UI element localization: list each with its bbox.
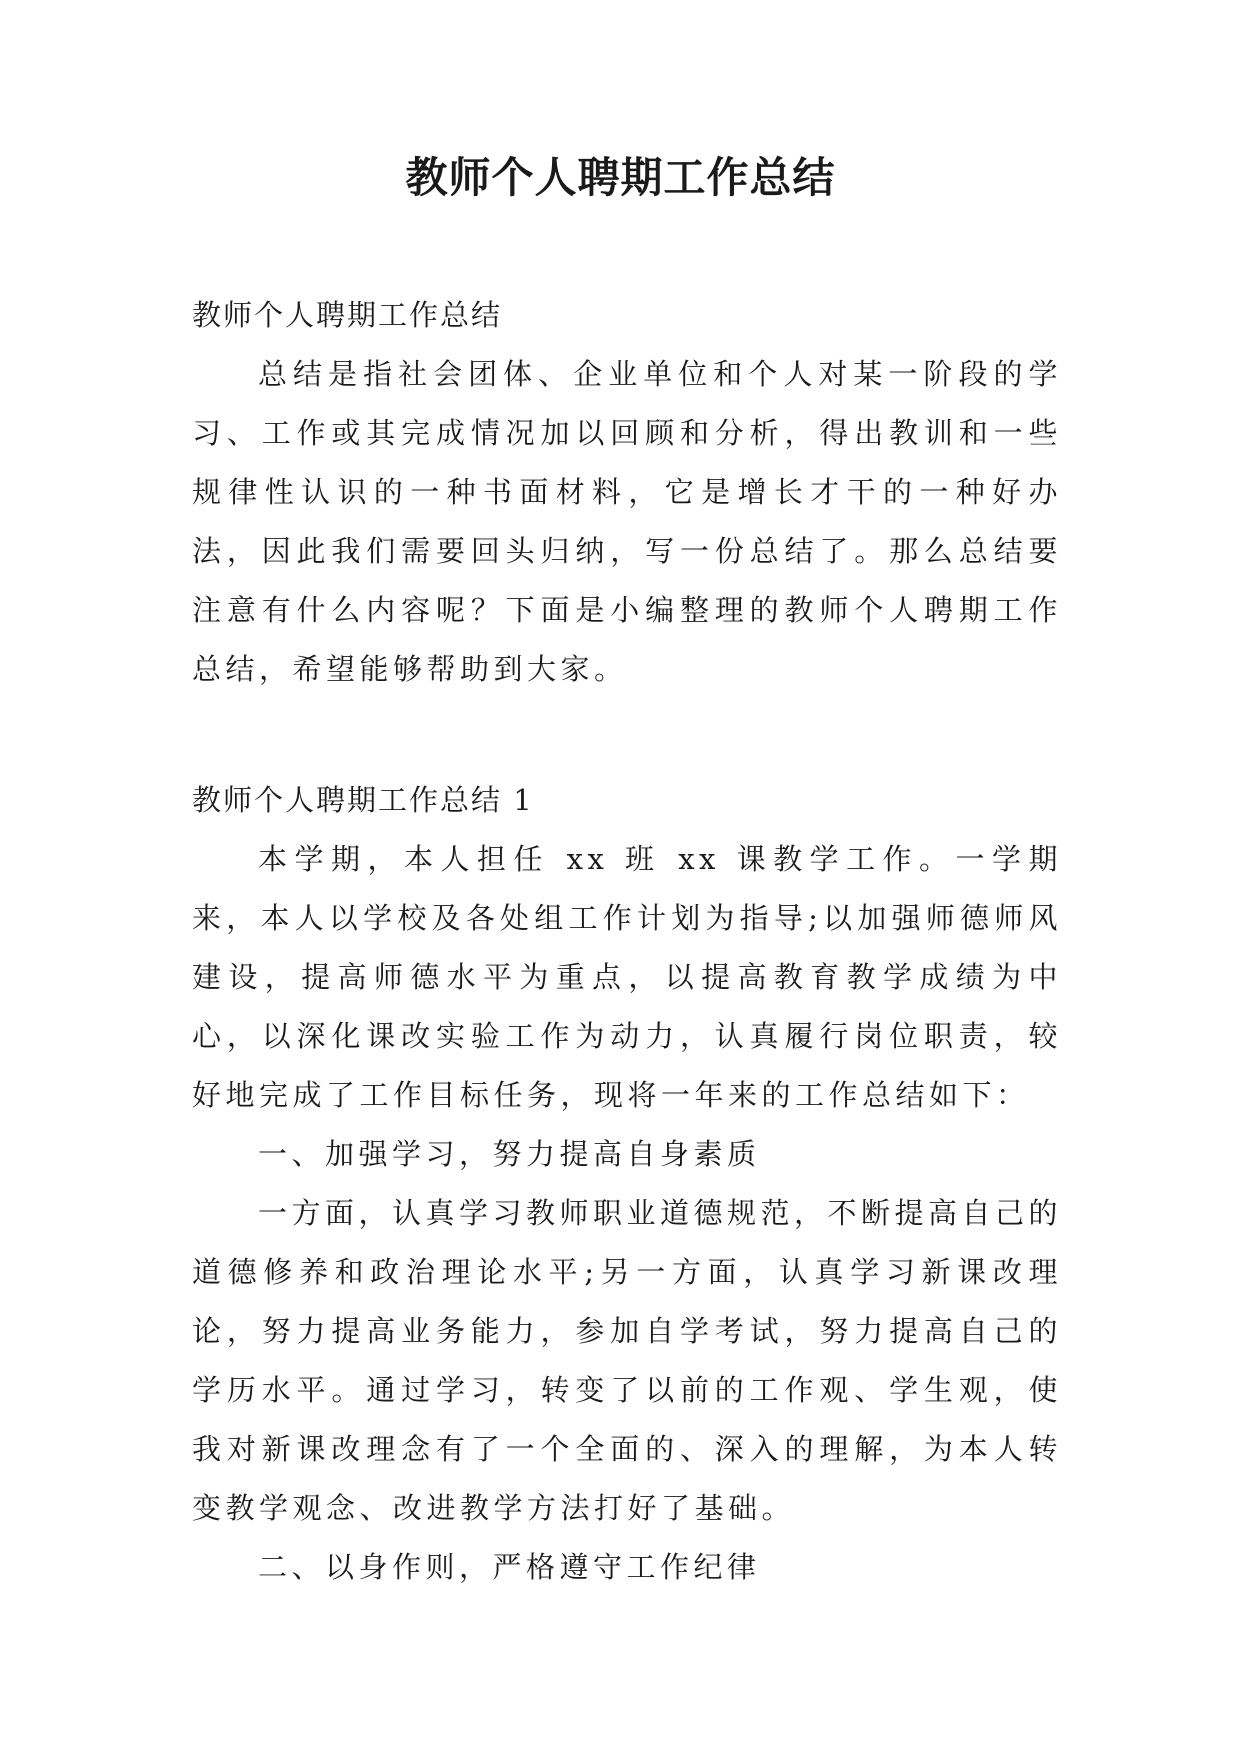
- subheading-two: 二、以身作则，严格遵守工作纪律: [258, 1550, 761, 1584]
- section-1-heading: 教师个人聘期工作总结 1: [192, 783, 534, 817]
- section-1-paragraph: 本学期，本人担任 xx 班 xx 课教学工作。一学期来，本人以学校及各处组工作计划为指导;以加强师德师风建设，提高师德水平为重点，以提高教育教学成绩为中心，以深化课改实验工作为动力，认真履行岗位职责，较好地完成了工作目标任务，现将一年来的工作总结如下：: [192, 842, 1062, 1112]
- intro-paragraph: 总结是指社会团体、企业单位和个人对某一阶段的学习、工作或其完成情况加以回顾和分析，得出教训和一些规律性认识的一种书面材料，它是增长才干的一种好办法，因此我们需要回头归纳，写一份总结了。那么总结要注意有什么内容呢？下面是小编整理的教师个人聘期工作总结，希望能够帮助到大家。: [192, 357, 1062, 686]
- document-body: [192, 286, 1062, 1597]
- paragraph-one: 一方面，认真学习教师职业道德规范，不断提高自己的道德修养和政治理论水平;另一方面，认真学习新课改理论，努力提高业务能力，参加自学考试，努力提高自己的学历水平。通过学习，转变了以前的工作观、学生观，使我对新课改理念有了一个全面的、深入的理解，为本人转变教学观念、改进教学方法打好了基础。: [192, 1196, 1063, 1525]
- subheading-one: 一、加强学习，努力提高自身素质: [258, 1137, 761, 1171]
- document-title: 教师个人聘期工作总结: [405, 153, 836, 202]
- document-subtitle: 教师个人聘期工作总结: [192, 298, 503, 332]
- section-spacer: [192, 699, 1062, 771]
